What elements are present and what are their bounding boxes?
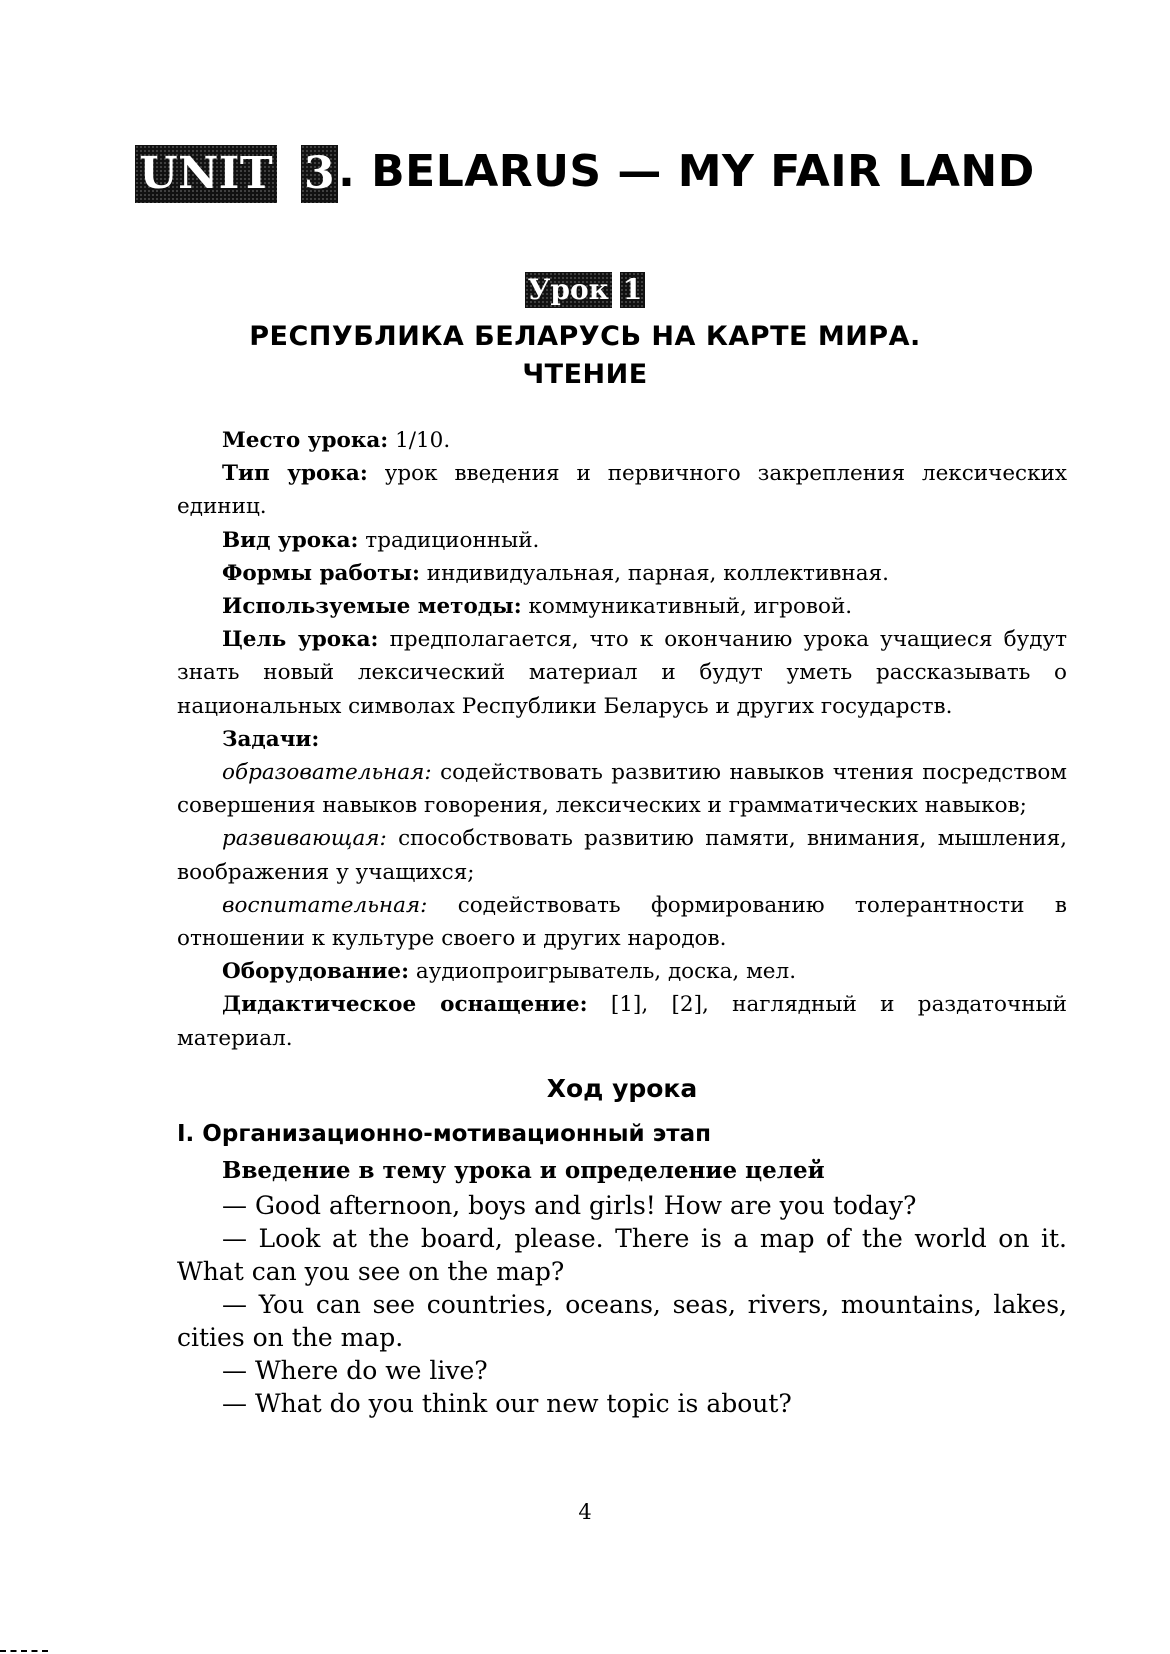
lesson-title-line2: ЧТЕНИЕ bbox=[522, 359, 648, 390]
lesson-body bbox=[177, 424, 1067, 1420]
dialog bbox=[177, 1189, 1067, 1420]
lesson-title bbox=[0, 318, 1170, 394]
field-type: Тип урока: урок введения и первичного закрепления лексических единиц. bbox=[177, 461, 1067, 520]
field-kind: Вид урока: традиционный. bbox=[222, 527, 540, 553]
dialog-line: — Good afternoon, boys and girls! How are you today? bbox=[222, 1190, 917, 1220]
unit-number-badge: 3 bbox=[301, 145, 338, 203]
lesson-badge bbox=[0, 272, 1170, 308]
field-methods: Используемые методы: коммуникативный, игровой. bbox=[222, 594, 853, 620]
unit-title-text: . BELARUS — MY FAIR LAND bbox=[338, 146, 1035, 197]
dialog-line: — You can see countries, oceans, seas, rivers, mountains, lakes, cities on the map. bbox=[177, 1289, 1067, 1352]
dialog-line: — Look at the board, please. There is a map of the world on it. What can you see on the map? bbox=[177, 1223, 1067, 1286]
course-heading: Ход урока bbox=[546, 1073, 698, 1103]
lesson-number-badge: 1 bbox=[620, 272, 645, 308]
lesson-label-badge: Урок bbox=[525, 272, 612, 308]
field-didactic: Дидактическое оснащение: [1], [2], наглядный и раздаточный материал. bbox=[177, 992, 1067, 1051]
task-educational: образовательная: содействовать развитию навыков чтения посредством совершения навыков говорения, лексических и грамматических навыков; bbox=[177, 760, 1067, 819]
task-upbringing: воспитательная: содействовать формированию толерантности в отношении к культуре своего и других народов. bbox=[177, 892, 1067, 952]
page-number: 4 bbox=[578, 1500, 592, 1524]
lesson-title-line1: РЕСПУБЛИКА БЕЛАРУСЬ НА КАРТЕ МИРА. bbox=[249, 321, 921, 352]
field-tasks: Задачи: bbox=[222, 726, 320, 752]
unit-label-badge: UNIT bbox=[135, 145, 277, 203]
stage-heading: I. Организационно-мотивационный этап bbox=[177, 1120, 712, 1147]
dialog-line: — Where do we live? bbox=[222, 1355, 488, 1385]
field-goal: Цель урока: предполагается, что к окончанию урока учащиеся будут знать новый лексический материал и будут уметь рассказывать о национальных символах Республики Беларусь и других государств. bbox=[177, 627, 1067, 719]
field-place: Место урока: 1/10. bbox=[222, 428, 451, 453]
unit-heading bbox=[0, 138, 1170, 206]
task-developing: развивающая: способствовать развитию памяти, внимания, мышления, воображения у учащихся; bbox=[177, 826, 1067, 885]
scan-edge-mark bbox=[0, 1650, 48, 1652]
dialog-line: — What do you think our new topic is about? bbox=[222, 1388, 792, 1418]
field-equipment: Оборудование: аудиопроигрыватель, доска, мел. bbox=[222, 959, 797, 985]
field-forms: Формы работы: индивидуальная, парная, коллективная. bbox=[222, 560, 889, 586]
stage-subheading: Введение в тему урока и определение целей bbox=[222, 1156, 825, 1184]
